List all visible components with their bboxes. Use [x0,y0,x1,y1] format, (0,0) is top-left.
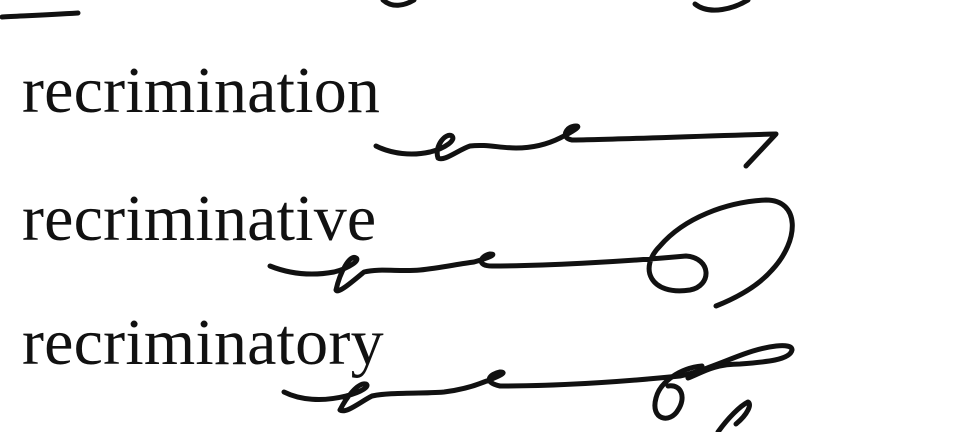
next-entry-partial-stroke [718,402,750,432]
entry-word-recriminatory: recriminatory [22,306,384,379]
partial-top-middle-stroke [383,0,414,5]
partial-top-left-stroke [2,13,78,17]
entry-word-recriminative: recriminative [22,182,377,255]
partial-top-right-stroke [695,0,748,10]
entry-word-recrimination: recrimination [22,54,381,127]
recrimination-shorthand-outline [376,126,776,166]
